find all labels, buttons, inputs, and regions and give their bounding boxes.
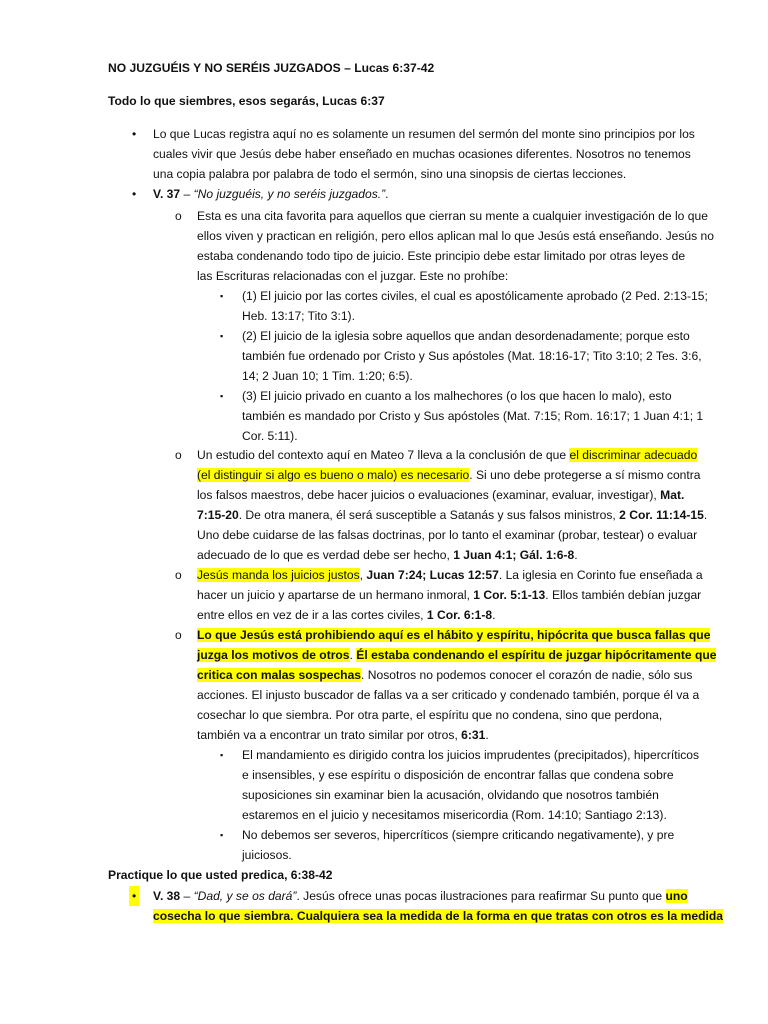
dash: –: [180, 187, 194, 201]
bullet-circle: o: [175, 448, 182, 462]
bullet-square: ▪: [220, 830, 224, 840]
punctuation: .: [703, 508, 708, 522]
text-run: .: [349, 648, 357, 662]
text-run: . Nosotros no podemos conocer el corazón de nadie, sólo sus: [361, 668, 693, 682]
text-run: también va a encontrar un trato similar por otros,: [197, 728, 462, 742]
paragraph-line: No debemos ser severos, hipercríticos (siempre criticando negativamente), y pre: [242, 828, 675, 842]
paragraph-line: [197, 605, 495, 625]
verse-quote: “Dad, y se os dará”: [193, 889, 297, 903]
paragraph-line: [197, 485, 684, 505]
bullet-disc: •: [129, 886, 139, 906]
paragraph-line: [197, 725, 489, 745]
bullet-circle: o: [175, 209, 182, 223]
paragraph-line: [197, 445, 697, 465]
punctuation: .: [492, 608, 496, 622]
paragraph-line: (3) El juicio privado en cuanto a los malhechores (o los que hacen lo malo), esto: [242, 389, 672, 403]
highlighted-text: Jesús manda los juicios justos: [197, 568, 360, 582]
paragraph-line: e insensibles, y ese espíritu o disposición de encontrar fallas que condena sobre: [242, 768, 674, 782]
highlighted-text: Lo que Jesús está prohibiendo aquí es el hábito y espíritu, hipócrita que busca fallas que: [197, 628, 711, 642]
highlighted-text: cosecha lo que siembra. Cualquiera sea la medida de la forma en que tratas con otros es la medida: [153, 909, 723, 923]
highlighted-text: critica con malas sospechas: [197, 668, 362, 682]
paragraph-line: estaba condenando todo tipo de juicio. Este principio debe estar limitado por otras leyes de: [197, 249, 686, 263]
verse-label: V. 38: [153, 889, 181, 903]
paragraph-line: una copia palabra por palabra de todo el sermón, sino una sinopsis de ciertas lecciones.: [153, 167, 627, 181]
bullet-disc: •: [132, 187, 137, 201]
bullet-circle: o: [175, 628, 182, 642]
text-run: . La iglesia en Corinto fue enseñada a: [498, 568, 703, 582]
paragraph-line: 14; 2 Juan 10; 1 Tim. 1:20; 6:5).: [242, 369, 413, 383]
highlighted-text: (el distinguir si algo es bueno o malo) es necesario: [197, 468, 470, 482]
text-run: . Jesús ofrece unas pocas ilustraciones para reafirmar Su punto que: [296, 889, 666, 903]
verse-label: V. 37: [153, 187, 181, 201]
text-run: hacer un juicio y apartarse de un hermano inmoral,: [197, 588, 474, 602]
text-run: Un estudio del contexto aquí en Mateo 7 lleva a la conclusión de que: [197, 448, 570, 462]
paragraph-line: cosechar lo que siembra. Por otra parte, el espíritu que no condena, sino que perdona,: [197, 708, 663, 722]
bullet-square: ▪: [220, 331, 224, 341]
paragraph-line: (2) El juicio de la iglesia sobre aquellos que andan desordenadamente; porque esto: [242, 329, 690, 343]
paragraph-line: juiciosos.: [242, 848, 292, 862]
paragraph-line: Uno debe cuidarse de las falsas doctrinas, por lo tanto el examinar (probar, testear) o evaluar: [197, 528, 698, 542]
paragraph-line: también es mandado por Cristo y Sus apóstoles (Mat. 7:15; Rom. 16:17; 1 Juan 4:1; 1: [242, 409, 704, 423]
text-run: . De otra manera, él será susceptible a Satanás y sus falsos ministros,: [238, 508, 620, 522]
scripture-ref: 1 Cor. 5:1-13: [473, 588, 546, 602]
page-title: [108, 58, 434, 78]
scripture-ref: 1 Cor. 6:1-8: [426, 608, 493, 622]
bullet-square: ▪: [220, 750, 224, 760]
paragraph-line: las Escrituras relacionadas con el juzgar. Este no prohíbe:: [197, 269, 509, 283]
paragraph-line: El mandamiento es dirigido contra los juicios imprudentes (precipitados), hipercríticos: [242, 748, 700, 762]
dash: –: [180, 889, 194, 903]
scripture-ref: 7:15-20: [197, 508, 239, 522]
paragraph-line: [197, 505, 707, 525]
paragraph-line: [197, 645, 716, 665]
scripture-ref: 1 Juan 4:1; Gál. 1:6-8: [453, 548, 575, 562]
highlighted-text: uno: [665, 889, 688, 903]
punctuation: .: [574, 548, 578, 562]
verse-quote: “No juzguéis, y no seréis juzgados.”: [193, 187, 386, 201]
paragraph-line: suposiciones sin examinar bien la acusación, olvidando que nosotros también: [242, 788, 659, 802]
text-run: . Ellos también debían juzgar: [545, 588, 702, 602]
verse-38-line: [153, 886, 688, 906]
paragraph-line: Heb. 13:17; Tito 3:1).: [242, 309, 355, 323]
paragraph-line: estaremos en el juicio y necesitamos misericordia (Rom. 14:10; Santiago 2:13).: [242, 808, 667, 822]
paragraph-line: también fue ordenado por Cristo y Sus apóstoles (Mat. 18:16-17; Tito 3:10; 2 Tes. 3:6,: [242, 349, 702, 363]
paragraph-line: Esta es una cita favorita para aquellos que cierran su mente a cualquier investigación de lo que: [197, 209, 708, 223]
bullet-square: ▪: [220, 291, 224, 301]
text-run: ,: [359, 568, 367, 582]
paragraph-line: [197, 565, 703, 585]
highlighted-text: el discriminar adecuado: [569, 448, 698, 462]
scripture-ref: Juan 7:24; Lucas 12:57: [366, 568, 499, 582]
highlighted-text: Él estaba condenando el espíritu de juzgar hipócritamente que: [356, 648, 717, 662]
scripture-ref: 2 Cor. 11:14-15: [619, 508, 704, 522]
punctuation: .: [385, 187, 389, 201]
scripture-ref: 6:31: [461, 728, 486, 742]
paragraph-line: Cor. 5:11).: [242, 429, 298, 443]
verse-37-line: [153, 184, 389, 204]
section-heading-1: Todo lo que siembres, esos segarás, Lucas 6:37: [108, 94, 385, 108]
title-text: NO JUZGUÉIS Y NO SERÉIS JUZGADOS –: [108, 61, 355, 75]
paragraph-line: [197, 585, 701, 605]
title-reference: Lucas 6:37-42: [354, 61, 435, 75]
scripture-ref: Mat.: [660, 488, 685, 502]
paragraph-line: Lo que Lucas registra aquí no es solamente un resumen del sermón del monte sino principios por los: [153, 127, 695, 141]
bullet-disc: •: [132, 127, 137, 141]
bullet-square: ▪: [220, 391, 224, 401]
highlighted-text: juzga los motivos de otros: [197, 648, 350, 662]
paragraph-line: [197, 545, 578, 565]
text-run: adecuado de lo que es verdad debe ser hecho,: [197, 548, 454, 562]
paragraph-line: [197, 665, 692, 685]
text-run: . Si uno debe protegerse a sí mismo contra: [469, 468, 701, 482]
section-heading-2: Practique lo que usted predica, 6:38-42: [108, 868, 333, 882]
bullet-circle: o: [175, 568, 182, 582]
punctuation: .: [485, 728, 489, 742]
paragraph-line: [197, 465, 701, 485]
paragraph-line: cuales vivir que Jesús debe haber enseñado en muchas ocasiones diferentes. Nosotros no tenemos: [153, 147, 691, 161]
paragraph-line: [197, 625, 710, 645]
text-run: los falsos maestros, debe hacer juicios o evaluaciones (examinar, evaluar, investigar),: [197, 488, 661, 502]
paragraph-line: (1) El juicio por las cortes civiles, el cual es apostólicamente aprobado (2 Ped. 2:13-15;: [242, 289, 708, 303]
paragraph-line: [153, 906, 723, 926]
paragraph-line: ellos viven y practican en religión, pero ellos aplican mal lo que Jesús está enseñando. Jesús no: [197, 229, 714, 243]
text-run: entre ellos en vez de ir a las cortes civiles,: [197, 608, 427, 622]
paragraph-line: acciones. El injusto buscador de fallas va a ser criticado y condenado también, porque él va a: [197, 688, 700, 702]
